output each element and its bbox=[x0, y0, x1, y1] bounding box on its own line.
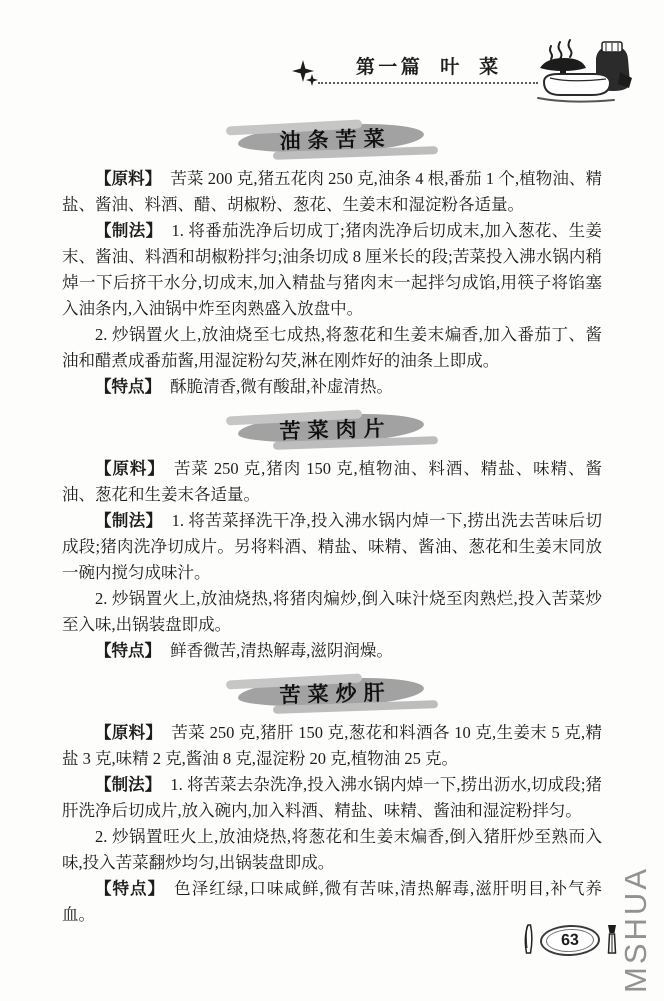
recipe-title: 油条苦菜 bbox=[279, 126, 392, 154]
feature-label: 【特点】 bbox=[95, 378, 161, 396]
method-step: 1. 将苦菜择洗干净,投入沸水锅内焯一下,捞出洗去苦味后切成段;猪肉洗净切成片。另将料酒、精盐、味精、酱油、葱花和生姜末同放一碗内搅匀成味汁。 bbox=[62, 511, 603, 582]
running-header bbox=[292, 44, 636, 108]
steaming-dish-icon bbox=[536, 38, 636, 106]
method-label: 【制法】 bbox=[95, 776, 162, 794]
method-paragraph bbox=[62, 772, 602, 824]
recipe-title-banner bbox=[226, 410, 438, 448]
method-paragraph bbox=[62, 586, 602, 638]
feature-label: 【特点】 bbox=[95, 880, 166, 898]
ingredients-text: 苦菜 200 克,猪五花肉 250 克,油条 4 根,番茄 1 个,植物油、精盐、酱油、料酒、醋、胡椒粉、葱花、生姜末和湿淀粉各适量。 bbox=[62, 169, 603, 214]
recipe-title-banner bbox=[226, 120, 438, 158]
page-number-plate bbox=[539, 923, 600, 956]
ingredients-label: 【原料】 bbox=[95, 460, 165, 478]
method-paragraph bbox=[62, 218, 602, 322]
feature-paragraph bbox=[62, 876, 602, 928]
recipes-column bbox=[62, 110, 602, 928]
ingredients-paragraph bbox=[62, 720, 602, 772]
knife-icon bbox=[522, 924, 535, 956]
stars-icon bbox=[292, 60, 322, 90]
feature-paragraph bbox=[62, 374, 602, 400]
page-number: 63 bbox=[560, 930, 580, 949]
feature-label: 【特点】 bbox=[95, 642, 161, 660]
ingredients-paragraph bbox=[62, 166, 602, 218]
watermark: MSHUA bbox=[618, 866, 653, 993]
feature-text: 色泽红绿,口味咸鲜,微有苦味,清热解毒,滋肝明目,补气养血。 bbox=[62, 879, 603, 924]
method-label: 【制法】 bbox=[95, 222, 163, 240]
fork-icon bbox=[605, 924, 619, 956]
method-step: 1. 将番茄洗净后切成丁;猪肉洗净后切成末,加入葱花、生姜末、酱油、料酒和胡椒粉拌匀;油条切成 8 厘米长的段;苦菜投入沸水锅内稍焯一下后挤干水分,切成末,加入精盐与猪肉末一起拌匀成馅,用筷子将馅塞入油条内,入油锅中炸至肉熟盛入放盘中。 bbox=[62, 221, 602, 318]
method-paragraph bbox=[62, 824, 602, 876]
chapter-title bbox=[332, 52, 542, 79]
ingredients-text: 苦菜 250 克,猪肝 150 克,葱花和料酒各 10 克,生姜末 5 克,精盐 3 克,味精 2 克,酱油 8 克,湿淀粉 20 克,植物油 25 克。 bbox=[62, 723, 603, 768]
method-step: 2. 炒锅置火上,放油烧至七成热,将葱花和生姜末煸香,加入番茄丁、酱油和醋煮成番茄酱,用湿淀粉勾芡,淋在刚炸好的油条上即成。 bbox=[62, 325, 602, 370]
method-paragraph bbox=[62, 508, 602, 586]
method-step: 2. 炒锅置火上,放油烧热,将猪肉煸炒,倒入味汁烧至肉熟烂,投入苦菜炒至入味,出锅装盘即成。 bbox=[62, 589, 602, 634]
ingredients-text: 苦菜 250 克,猪肉 150 克,植物油、料酒、精盐、味精、酱油、葱花和生姜末各适量。 bbox=[62, 459, 603, 504]
feature-text: 酥脆清香,微有酸甜,补虚清热。 bbox=[170, 377, 393, 396]
method-step: 2. 炒锅置旺火上,放油烧热,将葱花和生姜末煸香,倒入猪肝炒至熟而入味,投入苦菜翻炒均匀,出锅装盘即成。 bbox=[62, 827, 602, 872]
feature-paragraph bbox=[62, 638, 602, 664]
feature-text: 鲜香微苦,清热解毒,滋阴润燥。 bbox=[170, 641, 393, 660]
method-paragraph bbox=[62, 322, 602, 374]
method-label: 【制法】 bbox=[95, 512, 163, 530]
header-dotted-rule bbox=[318, 82, 538, 84]
chapter-category: 叶菜 bbox=[440, 57, 519, 78]
recipe-title: 苦菜炒肝 bbox=[279, 680, 392, 708]
ingredients-paragraph bbox=[62, 456, 602, 508]
method-step: 1. 将苦菜去杂洗净,投入沸水锅内焯一下,捞出沥水,切成段;猪肝洗净后切成片,放入碗内,加入料酒、精盐、味精、酱油和湿淀粉拌匀。 bbox=[62, 775, 602, 820]
recipe-title-banner bbox=[226, 674, 438, 712]
ingredients-label: 【原料】 bbox=[95, 724, 163, 742]
recipe-title: 苦菜肉片 bbox=[279, 416, 392, 444]
page-footer bbox=[522, 924, 619, 956]
chapter-part: 第一篇 bbox=[355, 57, 424, 78]
ingredients-label: 【原料】 bbox=[95, 170, 162, 188]
